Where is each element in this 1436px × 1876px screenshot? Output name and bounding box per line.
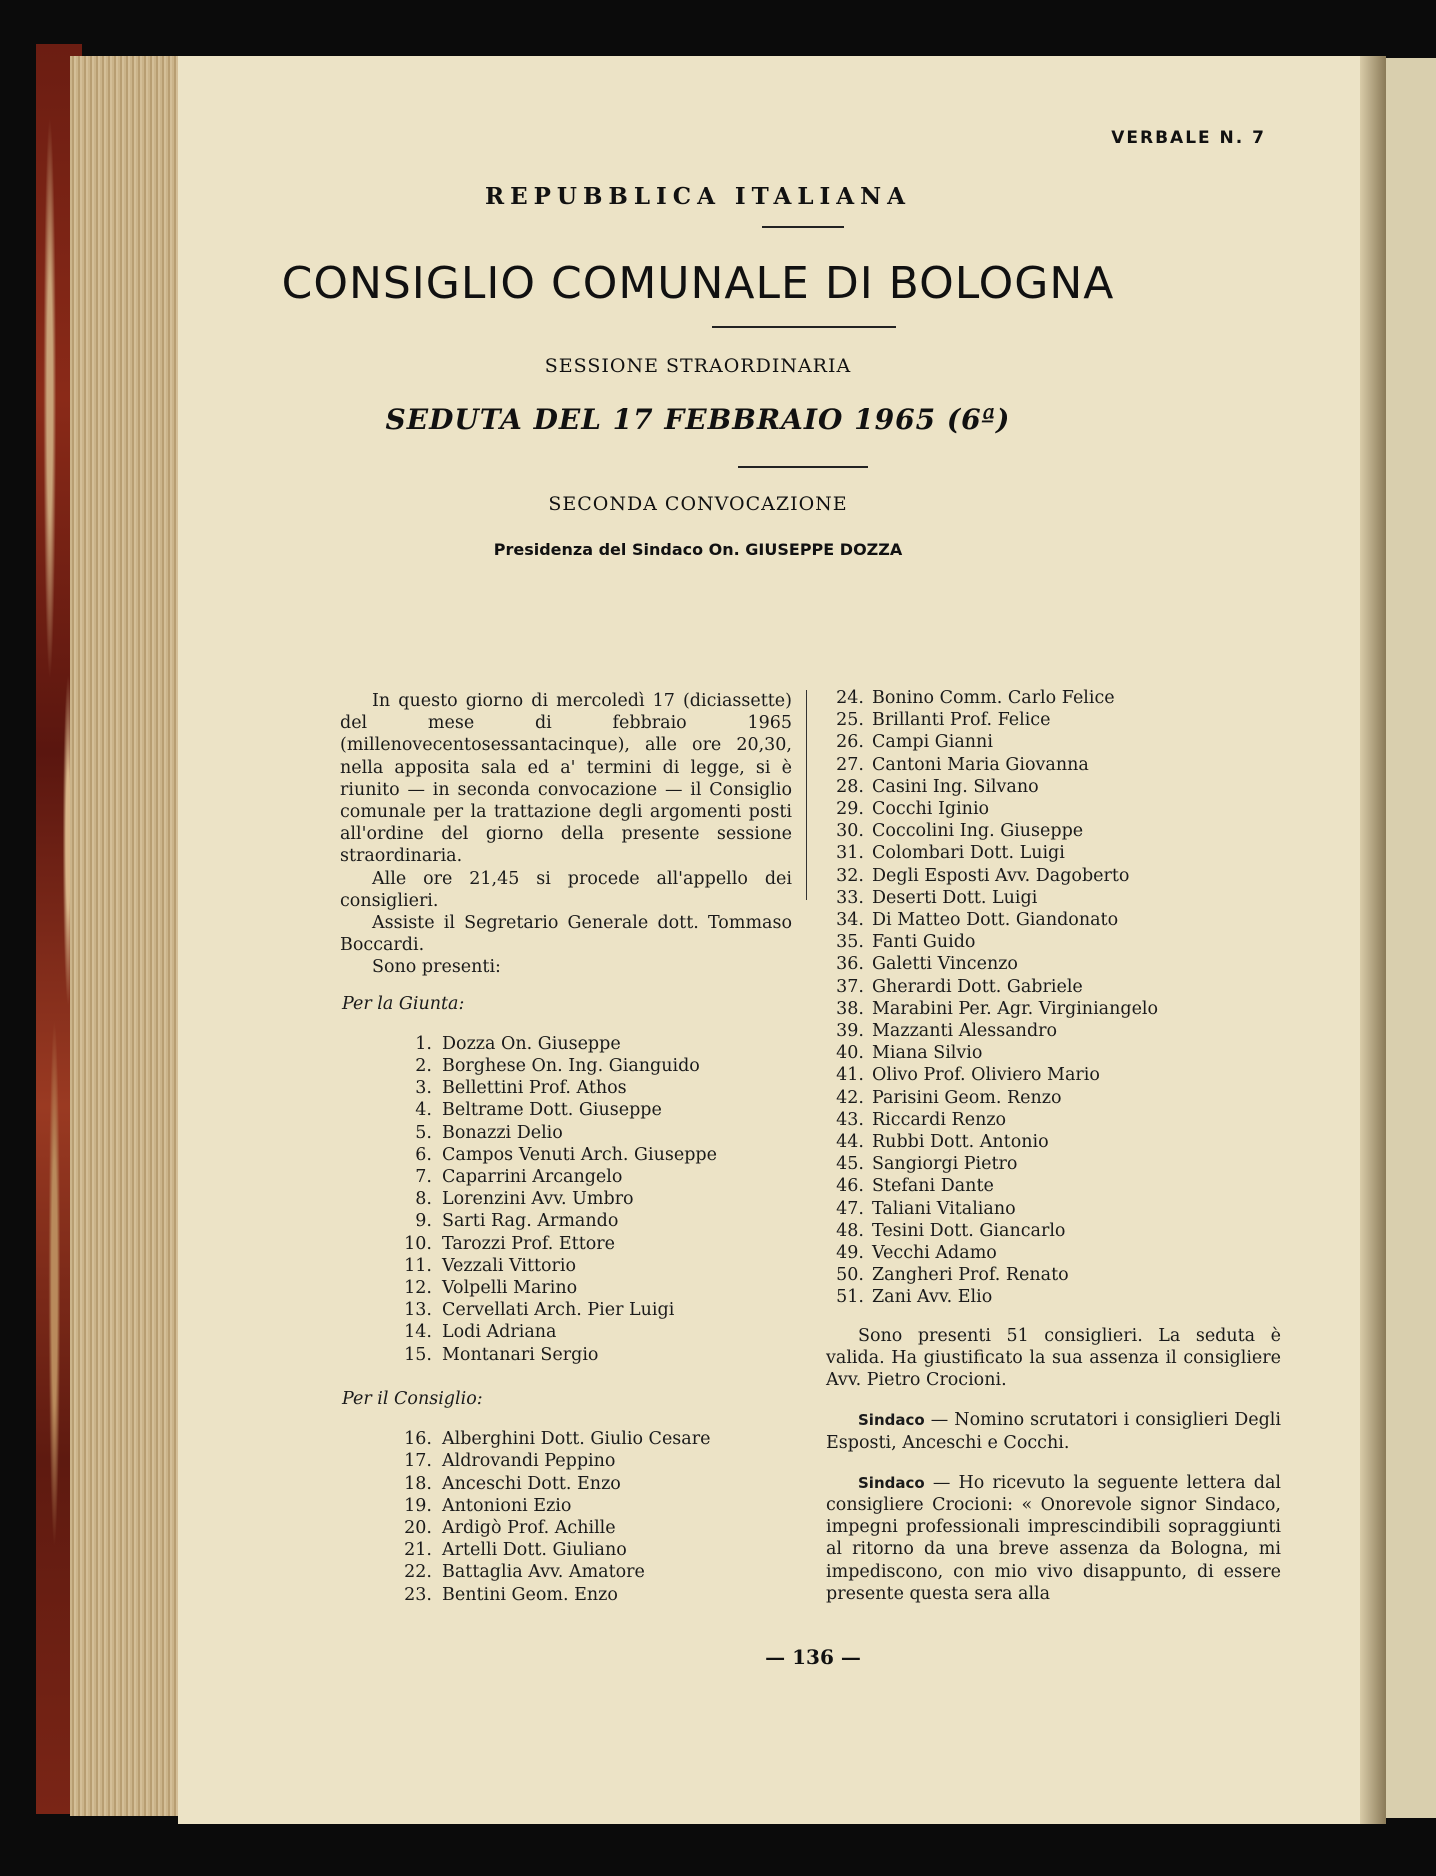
facing-page-edge [1386, 58, 1436, 1818]
member-number: 10. [404, 1233, 432, 1254]
convocation-heading: SECONDA CONVOCAZIONE [548, 493, 848, 515]
member-name: Bentini Geom. Enzo [442, 1584, 618, 1605]
member-item [340, 1561, 792, 1583]
member-item [826, 953, 1281, 975]
member-name: Bonazzi Delio [442, 1122, 563, 1143]
member-number: 19. [404, 1495, 432, 1516]
member-name: Colombari Dott. Luigi [872, 843, 1065, 864]
rule-1 [762, 226, 844, 228]
member-number: 51. [836, 1287, 864, 1308]
member-name: Volpelli Marino [442, 1278, 578, 1299]
member-item [340, 1428, 792, 1450]
member-number: 11. [404, 1255, 432, 1276]
speaker-label: Sindaco [858, 1473, 925, 1492]
member-number: 4. [415, 1100, 432, 1121]
member-number: 35. [836, 932, 864, 953]
member-name: Stefani Dante [872, 1176, 994, 1197]
member-number: 49. [836, 1243, 864, 1264]
member-item [826, 931, 1281, 953]
column-divider [806, 690, 807, 900]
member-number: 6. [415, 1144, 432, 1165]
member-name: Cantoni Maria Giovanna [872, 754, 1089, 775]
member-item [340, 1077, 792, 1099]
member-number: 47. [836, 1198, 864, 1219]
member-number: 38. [836, 998, 864, 1019]
member-name: Bellettini Prof. Athos [442, 1078, 627, 1099]
member-number: 46. [836, 1176, 864, 1197]
member-number: 26. [836, 732, 864, 753]
member-item [340, 1299, 792, 1321]
member-number: 28. [836, 776, 864, 797]
member-item [826, 1109, 1281, 1131]
member-number: 13. [404, 1300, 432, 1321]
member-name: Miana Silvio [872, 1043, 983, 1064]
member-name: Casini Ing. Silvano [872, 776, 1039, 797]
member-name: Cervellati Arch. Pier Luigi [442, 1300, 675, 1321]
member-item [340, 1277, 792, 1299]
member-name: Vezzali Vittorio [442, 1255, 577, 1276]
speech-text: — Ho ricevuto la seguente lettera dal consigliere Crocioni: « Onorevole signor Sindaco, impegni professionali imprescindibili sopraggiunti al ritorno da una breve assenza da Bologna, mi impediscono, con mio vivo disappunto, di essere presente questa sera alla [826, 1472, 1281, 1604]
speaker-label: Sindaco [858, 1411, 925, 1430]
rule-2 [712, 326, 896, 328]
member-number: 30. [836, 821, 864, 842]
member-item [826, 1064, 1281, 1086]
consiglio-list-left [340, 1428, 792, 1606]
consiglio-list-right [826, 687, 1281, 1309]
secretary-paragraph: Assiste il Segretario Generale dott. Tommaso Boccardi. [340, 913, 792, 956]
member-number: 45. [836, 1154, 864, 1175]
member-name: Coccolini Ing. Giuseppe [872, 821, 1084, 842]
member-name: Taliani Vitaliano [872, 1198, 1016, 1219]
presidency-line: Presidenza del Sindaco On. GIUSEPPE DOZZA [493, 540, 903, 559]
member-name: Gherardi Dott. Gabriele [872, 976, 1083, 997]
member-number: 21. [404, 1540, 432, 1561]
member-item [826, 1175, 1281, 1197]
member-number: 16. [404, 1429, 432, 1450]
member-number: 40. [836, 1043, 864, 1064]
member-item [340, 1033, 792, 1055]
member-number: 27. [836, 754, 864, 775]
council-title: CONSIGLIO COMUNALE DI BOLOGNA [281, 258, 1115, 309]
member-item [826, 976, 1281, 998]
member-name: Ardigò Prof. Achille [442, 1517, 616, 1538]
member-number: 50. [836, 1265, 864, 1286]
member-name: Fanti Guido [872, 932, 976, 953]
member-name: Marabini Per. Agr. Virginiangelo [872, 998, 1159, 1019]
member-name: Lorenzini Avv. Umbro [442, 1189, 634, 1210]
member-item [340, 1099, 792, 1121]
member-item [340, 1517, 792, 1539]
member-item [826, 1264, 1281, 1286]
member-number: 12. [404, 1278, 432, 1299]
member-item [826, 1153, 1281, 1175]
member-item [340, 1210, 792, 1232]
member-name: Zani Avv. Elio [872, 1287, 993, 1308]
member-item [340, 1473, 792, 1495]
member-name: Bonino Comm. Carlo Felice [872, 688, 1115, 708]
member-number: 25. [836, 710, 864, 731]
member-name: Battaglia Avv. Amatore [442, 1562, 645, 1583]
member-item [826, 998, 1281, 1020]
member-name: Alberghini Dott. Giulio Cesare [442, 1429, 711, 1450]
member-name: Caparrini Arcangelo [442, 1167, 623, 1188]
member-number: 32. [836, 865, 864, 886]
member-name: Olivo Prof. Oliviero Mario [872, 1065, 1100, 1086]
quorum-paragraph: Sono presenti 51 consiglieri. La seduta è valida. Ha giustificato la sua assenza il consigliere Avv. Pietro Crocioni. [826, 1325, 1281, 1391]
member-name: Artelli Dott. Giuliano [442, 1540, 627, 1561]
member-item [826, 798, 1281, 820]
rule-3 [738, 466, 868, 468]
member-number: 44. [836, 1132, 864, 1153]
member-item [340, 1055, 792, 1077]
member-number: 24. [836, 688, 864, 708]
member-item [340, 1584, 792, 1606]
verbale-number: VERBALE N. 7 [1111, 128, 1266, 148]
member-name: Montanari Sergio [442, 1344, 599, 1365]
member-item [826, 1020, 1281, 1042]
member-item [340, 1495, 792, 1517]
member-name: Deserti Dott. Luigi [872, 887, 1038, 908]
consiglio-label: Per il Consiglio: [342, 1388, 483, 1409]
member-item [340, 1255, 792, 1277]
member-name: Beltrame Dott. Giuseppe [442, 1100, 662, 1121]
member-number: 48. [836, 1220, 864, 1241]
member-number: 9. [415, 1211, 432, 1232]
member-name: Rubbi Dott. Antonio [872, 1132, 1049, 1153]
member-number: 1. [415, 1033, 432, 1054]
member-name: Sarti Rag. Armando [442, 1211, 619, 1232]
present-label: Sono presenti: [372, 957, 501, 978]
member-number: 41. [836, 1065, 864, 1086]
member-item [826, 1042, 1281, 1064]
member-name: Parisini Geom. Renzo [872, 1087, 1062, 1108]
member-name: Mazzanti Alessandro [872, 1021, 1058, 1042]
member-item [340, 1144, 792, 1166]
member-item [340, 1539, 792, 1561]
member-name: Campi Gianni [872, 732, 993, 753]
member-number: 36. [836, 954, 864, 975]
member-item [340, 1122, 792, 1144]
page-number: — 136 — [765, 1645, 861, 1669]
member-name: Dozza On. Giuseppe [442, 1033, 621, 1054]
member-item [826, 687, 1281, 709]
member-item [826, 909, 1281, 931]
member-number: 31. [836, 843, 864, 864]
member-number: 34. [836, 910, 864, 931]
member-name: Degli Esposti Avv. Dagoberto [872, 865, 1130, 886]
member-name: Campos Venuti Arch. Giuseppe [442, 1144, 717, 1165]
member-item [826, 754, 1281, 776]
member-name: Vecchi Adamo [872, 1243, 997, 1264]
member-item [340, 1344, 792, 1366]
member-number: 18. [404, 1473, 432, 1494]
member-name: Antonioni Ezio [442, 1495, 572, 1516]
member-number: 15. [404, 1344, 432, 1365]
giunta-label: Per la Giunta: [342, 993, 465, 1014]
member-name: Galetti Vincenzo [872, 954, 1018, 975]
member-number: 8. [415, 1189, 432, 1210]
giunta-list [340, 1033, 792, 1366]
member-item [826, 820, 1281, 842]
member-item [826, 1198, 1281, 1220]
member-number: 22. [404, 1562, 432, 1583]
member-name: Cocchi Iginio [872, 799, 990, 820]
letter-paragraph [826, 1472, 1281, 1605]
member-name: Aldrovandi Peppino [442, 1451, 616, 1472]
member-number: 29. [836, 799, 864, 820]
right-column [826, 687, 1281, 1605]
member-item [826, 776, 1281, 798]
member-name: Anceschi Dott. Enzo [442, 1473, 621, 1494]
member-number: 17. [404, 1451, 432, 1472]
member-name: Tarozzi Prof. Ettore [442, 1233, 616, 1254]
member-name: Zangheri Prof. Renato [872, 1265, 1069, 1286]
member-number: 39. [836, 1021, 864, 1042]
member-item [826, 709, 1281, 731]
member-number: 42. [836, 1087, 864, 1108]
member-item [826, 842, 1281, 864]
member-name: Riccardi Renzo [872, 1109, 1007, 1130]
member-number: 23. [404, 1584, 432, 1605]
member-item [340, 1321, 792, 1343]
member-number: 33. [836, 887, 864, 908]
member-item [340, 1166, 792, 1188]
member-name: Borghese On. Ing. Gianguido [442, 1056, 700, 1077]
speech-text: — Nomino scrutatori i consiglieri Degli Esposti, Anceschi e Cocchi. [826, 1410, 1281, 1453]
member-number: 5. [415, 1122, 432, 1143]
member-number: 37. [836, 976, 864, 997]
session-heading: SESSIONE STRAORDINARIA [544, 355, 852, 377]
member-name: Tesini Dott. Giancarlo [872, 1220, 1066, 1241]
member-item [826, 731, 1281, 753]
member-name: Di Matteo Dott. Giandonato [872, 910, 1119, 931]
member-item [826, 1131, 1281, 1153]
member-number: 7. [415, 1167, 432, 1188]
member-item [826, 887, 1281, 909]
member-number: 20. [404, 1517, 432, 1538]
member-item [826, 1242, 1281, 1264]
member-number: 14. [404, 1322, 432, 1343]
meeting-heading: SEDUTA DEL 17 FEBBRAIO 1965 (6ª) [385, 403, 1011, 436]
member-number: 43. [836, 1109, 864, 1130]
member-item [826, 865, 1281, 887]
member-name: Brillanti Prof. Felice [872, 710, 1051, 731]
roll-call-paragraph: Alle ore 21,45 si procede all'appello dei consiglieri. [340, 868, 792, 911]
member-name: Sangiorgi Pietro [872, 1154, 1018, 1175]
republic-heading: REPUBBLICA ITALIANA [484, 183, 912, 210]
member-item [826, 1286, 1281, 1308]
book-gutter [1360, 56, 1386, 1824]
member-item [826, 1087, 1281, 1109]
member-name: Lodi Adriana [442, 1322, 557, 1343]
scrutatori-paragraph [826, 1409, 1281, 1453]
left-column [340, 690, 792, 1606]
member-number: 2. [415, 1056, 432, 1077]
member-item [340, 1450, 792, 1472]
member-item [826, 1220, 1281, 1242]
intro-paragraph: In questo giorno di mercoledì 17 (diciassette) del mese di febbraio 1965 (millenovecentosessantacinque), alle ore 20,30, nella apposita sala ed a' termini di legge, si è riunito — in seconda convocazione — il Consiglio comunale per la trattazione degli argomenti posti all'ordine del giorno della presente sessione straordinaria. [340, 691, 792, 867]
member-item [340, 1233, 792, 1255]
member-item [340, 1188, 792, 1210]
page-edges [70, 56, 178, 1816]
member-number: 3. [415, 1078, 432, 1099]
